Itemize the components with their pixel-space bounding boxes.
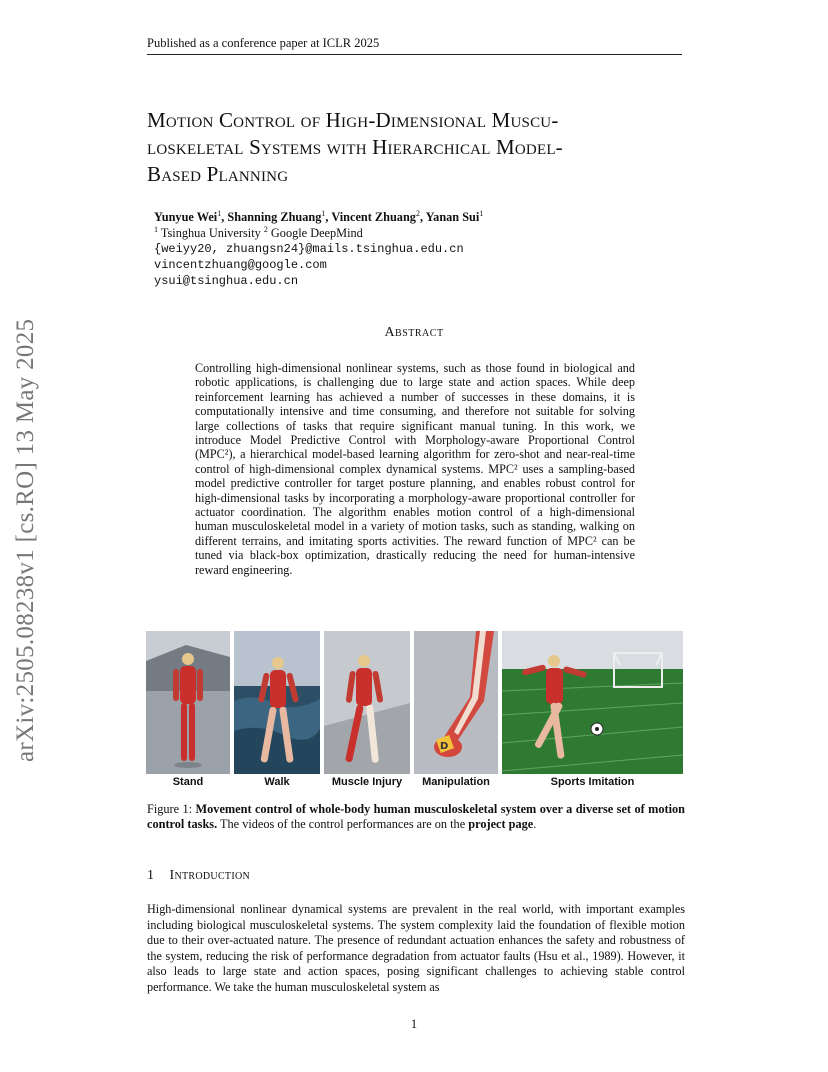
caption-label: Figure 1: [147,802,193,816]
walk-illustration [234,631,320,774]
manipulation-illustration [414,631,498,774]
title-line-3: Based Planning [147,162,289,186]
author-name: Yunyue Wei [154,210,218,224]
title-line-2: loskeletal Systems with Hierarchical Model- [147,135,563,159]
panel-label-stand: Stand [172,776,204,788]
section-heading [147,868,250,884]
affiliations [154,225,674,241]
stand-illustration [146,631,230,774]
figure-panel-muscle-injury [324,631,410,774]
author-name: Vincent Zhuang [331,210,416,224]
email-line-3[interactable]: ysui@tsinghua.edu.cn [154,274,299,288]
page-number: 1 [410,1017,418,1031]
title-line-1: Motion Control of High-Dimensional Muscu- [147,108,559,132]
caption-rest: The videos of the control performances are on the [217,817,469,831]
panel-label-sports-imitation: Sports Imitation [550,776,635,788]
caption-end: . [533,817,537,831]
email-line-1[interactable]: {weiyy20, zhuangsn24}@mails.tsinghua.edu.cn [154,242,464,256]
section-title: Introduction [169,868,250,883]
email-line-2[interactable]: vincentzhuang@google.com [154,258,327,272]
author-sup: 1 [479,208,484,218]
author-block [154,209,674,289]
die-face-label: D [440,741,449,752]
introduction-body: High-dimensional nonlinear dynamical systems are prevalent in the real world, with important examples including biological musculoskeletal systems. The system complexity laid the foundation of flexible motion due to their over-actuated nature. The presence of redundant actuation enhances the safety and robustness of the system, reducing the risk of performance degradation from actuator faults (Hsu et al., 1989). However, it also leads to large state and action spaces, posing significant challenges to achieving stable control performance. We take the human musculoskeletal system as [147,902,685,994]
panel-label-walk: Walk [264,776,290,788]
figure-panel-sports-imitation [502,631,683,774]
author-sup: 1 [217,208,222,218]
figure-panel-stand [146,631,230,774]
figure-caption [147,802,685,832]
caption-bold: Movement control of whole-body human musculoskeletal system over a diverse set of motion control tasks. [147,802,686,831]
section-number: 1 [147,868,155,883]
author-names: Yunyue Wei$^1$, Shanning Zhuang$^1$, Vincent Zhuang$^2$, Yanan Sui$^1$ [154,208,484,224]
figure-panel-walk [234,631,320,774]
author-sup: 2 [415,208,420,218]
running-header: Published as a conference paper at ICLR 2025 [147,36,682,55]
author-name: Yanan Sui [425,210,480,224]
abstract-body: Controlling high-dimensional nonlinear systems, such as those found in biological and robotic applications, is challenging due to large state and action spaces. While deep reinforcement learning has achieved a number of successes in these domains, it is computationally intensive and time consuming, and therefore not suitable for solving large collections of tasks that require significant manual tuning. In this work, we introduce Model Predictive Control with Morphology-aware Proportional Control (MPC²), a hierarchical model-based learning algorithm for zero-shot and near-real-time control of high-dimensional complex dynamical systems. MPC² uses a sampling-based model predictive controller for target posture planning, and enables robust control for high-dimensional tasks by incorporating a morphology-aware proportional controller for actuator coordination. The algorithm enables motion control of a high-dimensional human musculoskeletal model in a variety of motion tasks, such as standing, walking on different terrains, and imitating sports activities. The reward function of MPC² can be tuned via black-box optimization, drastically reducing the need for human-intensive reward engineering. [195,361,635,577]
affiliation-name: Google DeepMind [270,226,363,240]
author-sup: 1 [321,208,326,218]
paper-title [147,107,687,188]
figure-panel-manipulation [414,631,498,774]
project-page-link[interactable]: project page [468,817,534,831]
affiliation-name: Tsinghua University [160,226,261,240]
author-name: Shanning Zhuang [227,210,322,224]
affiliation-sup: 2 [263,224,268,234]
abstract-heading: Abstract [384,325,444,340]
sports-illustration [502,631,683,774]
muscle-injury-illustration [324,631,410,774]
arxiv-stamp: arXiv:2505.08238v1 [cs.RO] 13 May 2025 [12,318,39,762]
panel-label-manipulation: Manipulation [422,776,490,788]
panel-label-muscle-injury: Muscle Injury [331,776,403,788]
affiliation-sup: 1 [154,224,158,234]
